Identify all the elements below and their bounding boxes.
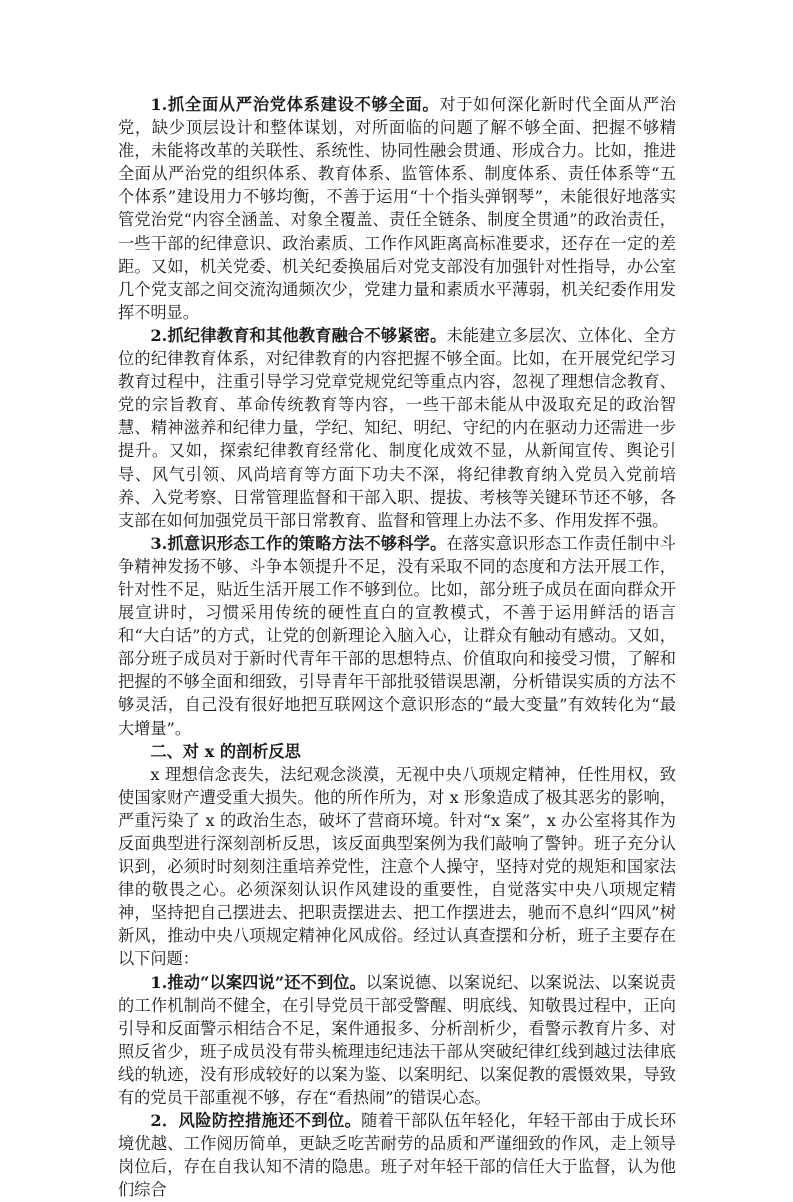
paragraph-3-body: 在落实意识形态工作责任制中斗争精神发扬不够、斗争本领提升不足，没有采取不同的态度和方法开展工作，针对性不足，贴近生活开展工作不够到位。比如，部分班子成员在面向群众开展宣讲时，习惯采用传统的硬性直白的宣教模式，不善于运用鲜活的语言和“大白话”的方式，让党的创新理论入脑入心，让群众有触动有感动。又如，部分班子成员对于新时代青年干部的思想特点、价值取向和接受习惯，了解和把握的不够全面和细致，引导青年干部批驳错误思潮，分析错误实质的方法不够灵活，自己没有很好地把互联网这个意识形态的“最大变量”有效转化为“最大增量”。 [118,533,676,738]
section-heading: 二、对 x 的剖析反思 [150,741,301,761]
document-page [118,93,676,1202]
section-paragraph-2-lead: 2．风险防控措施还不到位。 [150,1111,362,1131]
paragraph-1-lead: 1.抓全面从严治党体系建设不够全面。 [150,95,440,114]
section-paragraph-1-body: 以案说德、以案说纪、以案说法、以案说责的工作机制尚不健全，在引导党员干部受警醒、明底线、知敬畏过程中，正向引导和反面警示相结合不足，案件通报多、分析剖析少，看警示教育片多、对照反省少，班子成员没有带头梳理违纪违法干部从突破纪律红线到越过法律底线的轨迹，没有形成较好的以案为鉴、以案明纪、以案促教的震慑效果，导致有的党员干部重视不够，存在“看热闹”的错误心态。 [118,972,676,1108]
section-intro: x 理想信念丧失，法纪观念淡漠，无视中央八项规定精神，任性用权，致使国家财产遭受重大损失。他的所作所为，对 x 形象造成了极其恶劣的影响，严重污染了 x 的政治生态，破坏了营商环境。针对“x 案”，x 办公室将其作为反面典型进行深刻剖析反思，该反面典型案例为我们敲响了警钟。班子充分认识到，必须时时刻刻注重培养党性，注意个人操守，坚持对党的规矩和国家法律的敬畏之心。必须深刻认识作风建设的重要性，自觉落实中央八项规定精神，坚持把自己摆进去、把职责摆进去、把工作摆进去，驰而不息纠“四风”树新风，推动中央八项规定精神化风成俗。经过认真查摆和分析，班子主要存在以下问题： [118,764,676,969]
paragraph-2-body: 未能建立多层次、立体化、全方位的纪律教育体系，对纪律教育的内容把握不够全面。比如，在开展党纪学习教育过程中，注重引导学习党章党规党纪等重点内容，忽视了理想信念教育、党的宗旨教育、革命传统教育等内容，一些干部未能从中汲取充足的政治智慧、精神滋养和纪律力量，学纪、知纪、明纪、守纪的内在驱动力还需进一步提升。又如，探索纪律教育经常化、制度化成效不显，从新闻宣传、舆论引导、风气引领、风尚培育等方面下功夫不深，将纪律教育纳入党员入党前培养、入党考察、日常管理监督和干部入职、提拔、考核等关键环节还不够，各支部在如何加强党员干部日常教育、监督和管理上办法不多、作用发挥不强。 [118,325,676,530]
paragraph-1 [118,93,676,324]
paragraph-3-lead: 3.抓意识形态工作的策略方法不够科学。 [150,533,447,553]
section-paragraph-2-body: 随着干部队伍年轻化，年轻干部由于成长环境优越、工作阅历简单，更缺乏吃苦耐劳的品质和严谨细致的作风，走上领导岗位后，存在自我认知不清的隐患。班子对年轻干部的信任大于监督，认为他们综合 [118,1111,677,1200]
section-paragraph-1-lead: 1.推动“以案四说”还不到位。 [150,972,366,992]
paragraph-2-lead: 2.抓纪律教育和其他教育融合不够紧密。 [150,325,447,345]
paragraph-3 [118,532,676,740]
paragraph-2 [118,324,676,532]
section-paragraph-2 [118,1109,676,1201]
section-paragraph-1 [118,971,676,1110]
paragraph-1-body: 对于如何深化新时代全面从严治党，缺少顶层设计和整体谋划，对所面临的问题了解不够全面、把握不够精准，未能将改革的关联性、系统性、协同性融会贯通、形成合力。比如，推进全面从严治党的组织体系、教育体系、监管体系、制度体系、责任体系等“五个体系”建设用力不够均衡，不善于运用“十个指头弹钢琴”，未能很好地落实管党治党“内容全涵盖、对象全覆盖、责任全链条、制度全贯通”的政治责任，一些干部的纪律意识、政治素质、工作作风距离高标准要求，还存在一定的差距。又如，机关党委、机关纪委换届后对党支部没有加强针对性指导，办公室几个党支部之间交流沟通频次少，党建力量和素质水平薄弱，机关纪委作用发挥不明显。 [118,95,676,322]
